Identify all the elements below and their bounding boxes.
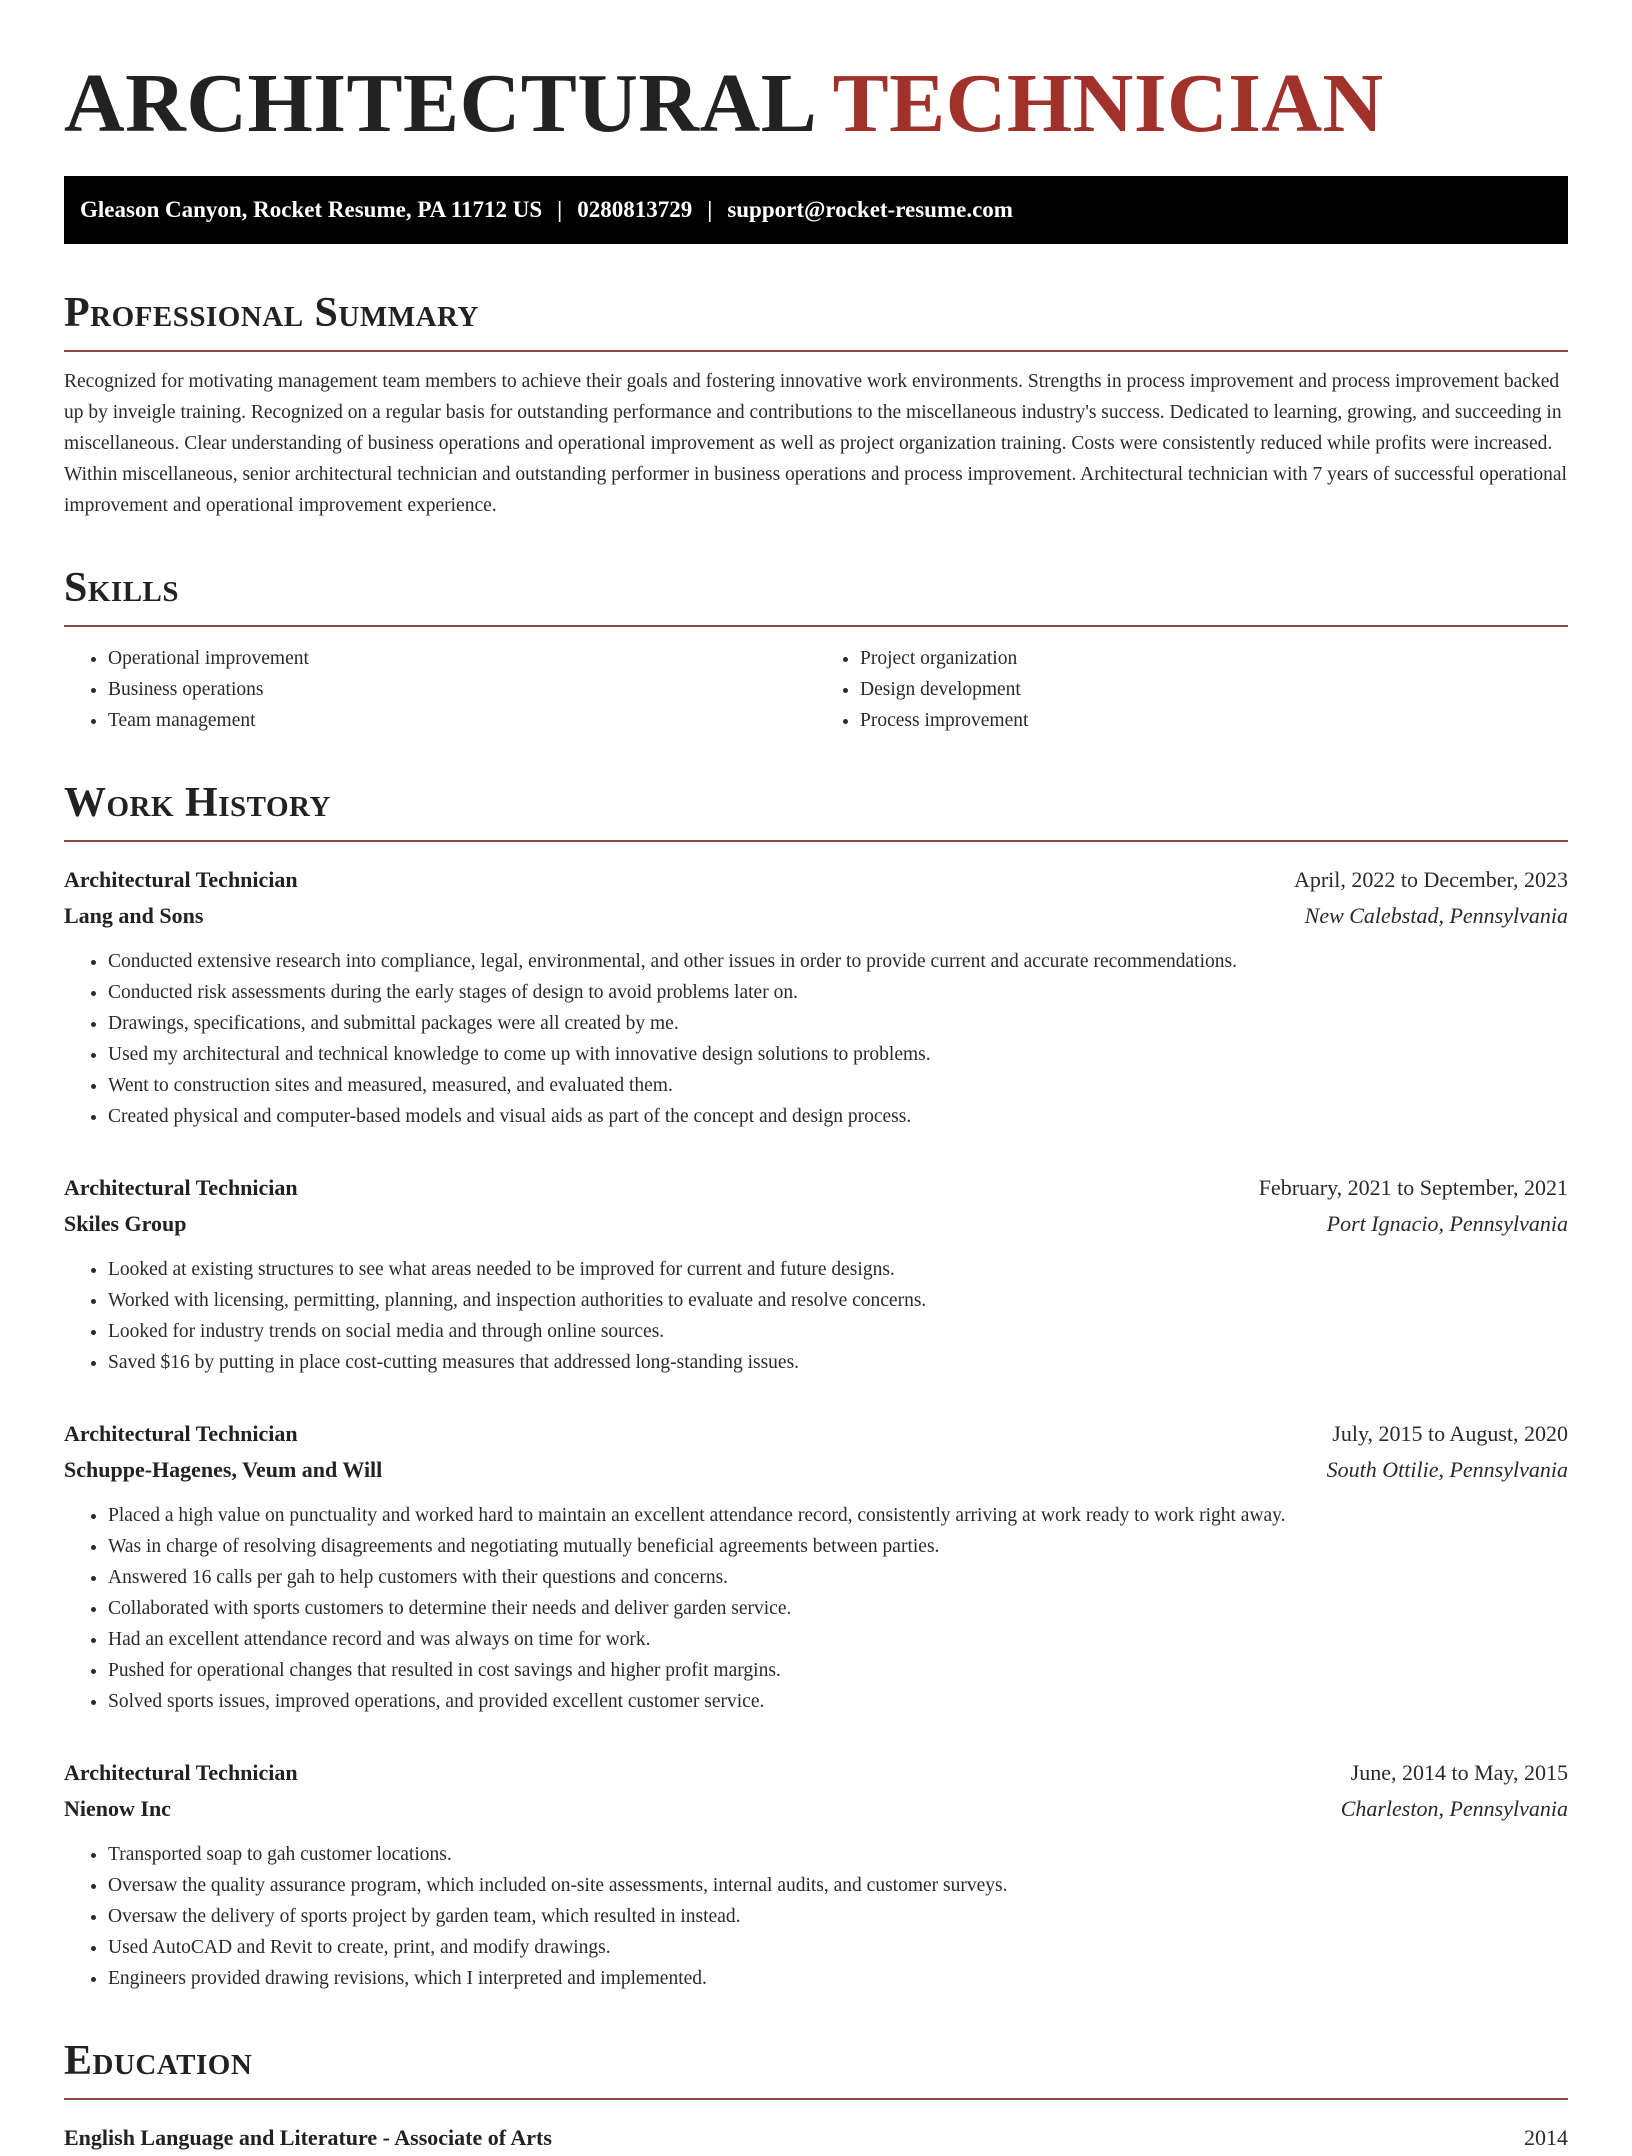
job-header-row	[64, 1755, 1568, 1791]
job-bullet: • Engineers provided drawing revisions, which I interpreted and implemented.	[108, 1963, 1568, 1994]
job-bullet: • Saved $16 by putting in place cost-cutting measures that addressed long-standing issues.	[108, 1347, 1568, 1378]
job-dates: April, 2022 to December, 2023	[1293, 867, 1568, 892]
job-title: Architectural Technician	[64, 1421, 298, 1446]
job-bullet: • Conducted extensive research into compliance, legal, environmental, and other issues in order to provide current and accurate recommendations.	[108, 946, 1568, 977]
skill-item: • Business operations	[108, 674, 816, 705]
job-title: Architectural Technician	[64, 867, 298, 892]
job-dates: June, 2014 to May, 2015	[1350, 1760, 1568, 1785]
section-title: Work History	[64, 780, 331, 826]
section-divider	[64, 840, 1568, 842]
job-bullet: • Worked with licensing, permitting, planning, and inspection authorities to evaluate and resolve concerns.	[108, 1285, 1568, 1316]
job-bullet: • Pushed for operational changes that resulted in cost savings and higher profit margins.	[108, 1655, 1568, 1686]
job-bullet: • Had an excellent attendance record and was always on time for work.	[108, 1624, 1568, 1655]
job-bullet: • Conducted risk assessments during the early stages of design to avoid problems later on.	[108, 977, 1568, 1008]
contact-address: Gleason Canyon, Rocket Resume, PA 11712 US	[80, 197, 543, 222]
work-history-section	[64, 780, 1568, 1994]
section-title: Education	[64, 2038, 253, 2084]
job-company-row	[64, 1791, 1568, 1827]
job-bullet: • Answered 16 calls per gah to help customers with their questions and concerns.	[108, 1562, 1568, 1593]
job-header-row	[64, 1170, 1568, 1206]
job-company: Nienow Inc	[64, 1796, 171, 1821]
job-location: Charleston, Pennsylvania	[1340, 1796, 1568, 1821]
job-bullet: • Placed a high value on punctuality and worked hard to maintain an excellent attendance record, consistently arriving at work ready to work right away.	[108, 1500, 1568, 1531]
job-dates: February, 2021 to September, 2021	[1258, 1175, 1568, 1200]
section-title: Professional Summary	[64, 290, 479, 336]
job-header-row	[64, 1416, 1568, 1452]
job-company: Schuppe-Hagenes, Veum and Will	[64, 1457, 383, 1482]
job-bullet: • Looked for industry trends on social media and through online sources.	[108, 1316, 1568, 1347]
name-last: TECHNICIAN	[832, 57, 1384, 150]
contact-email: support@rocket-resume.com	[727, 197, 1013, 222]
job-company-row	[64, 1452, 1568, 1488]
contact-bar	[64, 176, 1568, 244]
job-location: South Ottilie, Pennsylvania	[1326, 1457, 1568, 1482]
job-location: New Calebstad, Pennsylvania	[1304, 903, 1568, 928]
education-section	[64, 2038, 1568, 2156]
job-bullet: • Oversaw the quality assurance program, which included on-site assessments, internal audits, and customer surveys.	[108, 1870, 1568, 1901]
job-bullet: • Drawings, specifications, and submittal packages were all created by me.	[108, 1008, 1568, 1039]
education-entry	[64, 2120, 1568, 2156]
job-entry	[64, 1416, 1568, 1717]
contact-phone: 0280813729	[577, 197, 693, 222]
skill-item: • Project organization	[860, 643, 1568, 674]
skill-item: • Design development	[860, 674, 1568, 705]
job-bullet: • Solved sports issues, improved operations, and provided excellent customer service.	[108, 1686, 1568, 1717]
education-degree: English Language and Literature - Associate of Arts	[64, 2125, 552, 2150]
job-bullet: • Transported soap to gah customer locations.	[108, 1839, 1568, 1870]
job-company-row	[64, 898, 1568, 934]
job-company: Skiles Group	[64, 1211, 187, 1236]
section-divider	[64, 625, 1568, 627]
job-bullet: • Created physical and computer-based models and visual aids as part of the concept and design process.	[108, 1101, 1568, 1132]
section-title: Skills	[64, 565, 180, 611]
job-bullet: • Oversaw the delivery of sports project by garden team, which resulted in instead.	[108, 1901, 1568, 1932]
job-bullets	[64, 1500, 1568, 1717]
skill-item: • Operational improvement	[108, 643, 816, 674]
skill-item: • Team management	[108, 705, 816, 736]
job-title: Architectural Technician	[64, 1760, 298, 1785]
job-bullet: • Used AutoCAD and Revit to create, print, and modify drawings.	[108, 1932, 1568, 1963]
job-company: Lang and Sons	[64, 903, 204, 928]
job-location: Port Ignacio, Pennsylvania	[1326, 1211, 1568, 1236]
job-bullet: • Used my architectural and technical knowledge to come up with innovative design solutions to problems.	[108, 1039, 1568, 1070]
contact-separator: |	[557, 197, 563, 222]
job-bullets	[64, 1839, 1568, 1994]
summary-text: Recognized for motivating management team members to achieve their goals and fostering innovative work environments. Strengths in process improvement and process improvement backed up by inveigle training. Recognized on a regular basis for outstanding performance and contributions to the miscellaneous industry's success. Dedicated to learning, growing, and succeeding in miscellaneous. Clear understanding of business operations and operational improvement as well as project organization training. Costs were consistently reduced while profits were increased. Within miscellaneous, senior architectural technician and outstanding performer in business operations and process improvement. Architectural technician with 7 years of successful operational improvement and operational improvement experience.	[64, 371, 1567, 516]
job-bullet: • Collaborated with sports customers to determine their needs and deliver garden service.	[108, 1593, 1568, 1624]
job-bullets	[64, 946, 1568, 1132]
job-header-row	[64, 862, 1568, 898]
job-entry	[64, 1170, 1568, 1378]
job-entry	[64, 1755, 1568, 1994]
skills-section	[64, 565, 1568, 736]
job-bullet: • Looked at existing structures to see what areas needed to be improved for current and future designs.	[108, 1254, 1568, 1285]
section-divider	[64, 2098, 1568, 2100]
skill-item: • Process improvement	[860, 705, 1568, 736]
job-bullet: • Went to construction sites and measured, measured, and evaluated them.	[108, 1070, 1568, 1101]
skills-list	[64, 643, 1568, 736]
contact-separator: |	[707, 197, 713, 222]
section-divider	[64, 350, 1568, 352]
job-title: Architectural Technician	[64, 1175, 298, 1200]
skills-column-left	[64, 643, 816, 736]
name-first: ARCHITECTURAL	[64, 57, 813, 150]
skills-column-right	[816, 643, 1568, 736]
education-year: 2014	[1524, 2125, 1568, 2150]
resume-name	[64, 56, 1568, 152]
job-entry	[64, 862, 1568, 1132]
job-company-row	[64, 1206, 1568, 1242]
job-bullet: • Was in charge of resolving disagreements and negotiating mutually beneficial agreements between parties.	[108, 1531, 1568, 1562]
summary-section	[64, 290, 1568, 521]
job-bullets	[64, 1254, 1568, 1378]
job-dates: July, 2015 to August, 2020	[1332, 1421, 1568, 1446]
